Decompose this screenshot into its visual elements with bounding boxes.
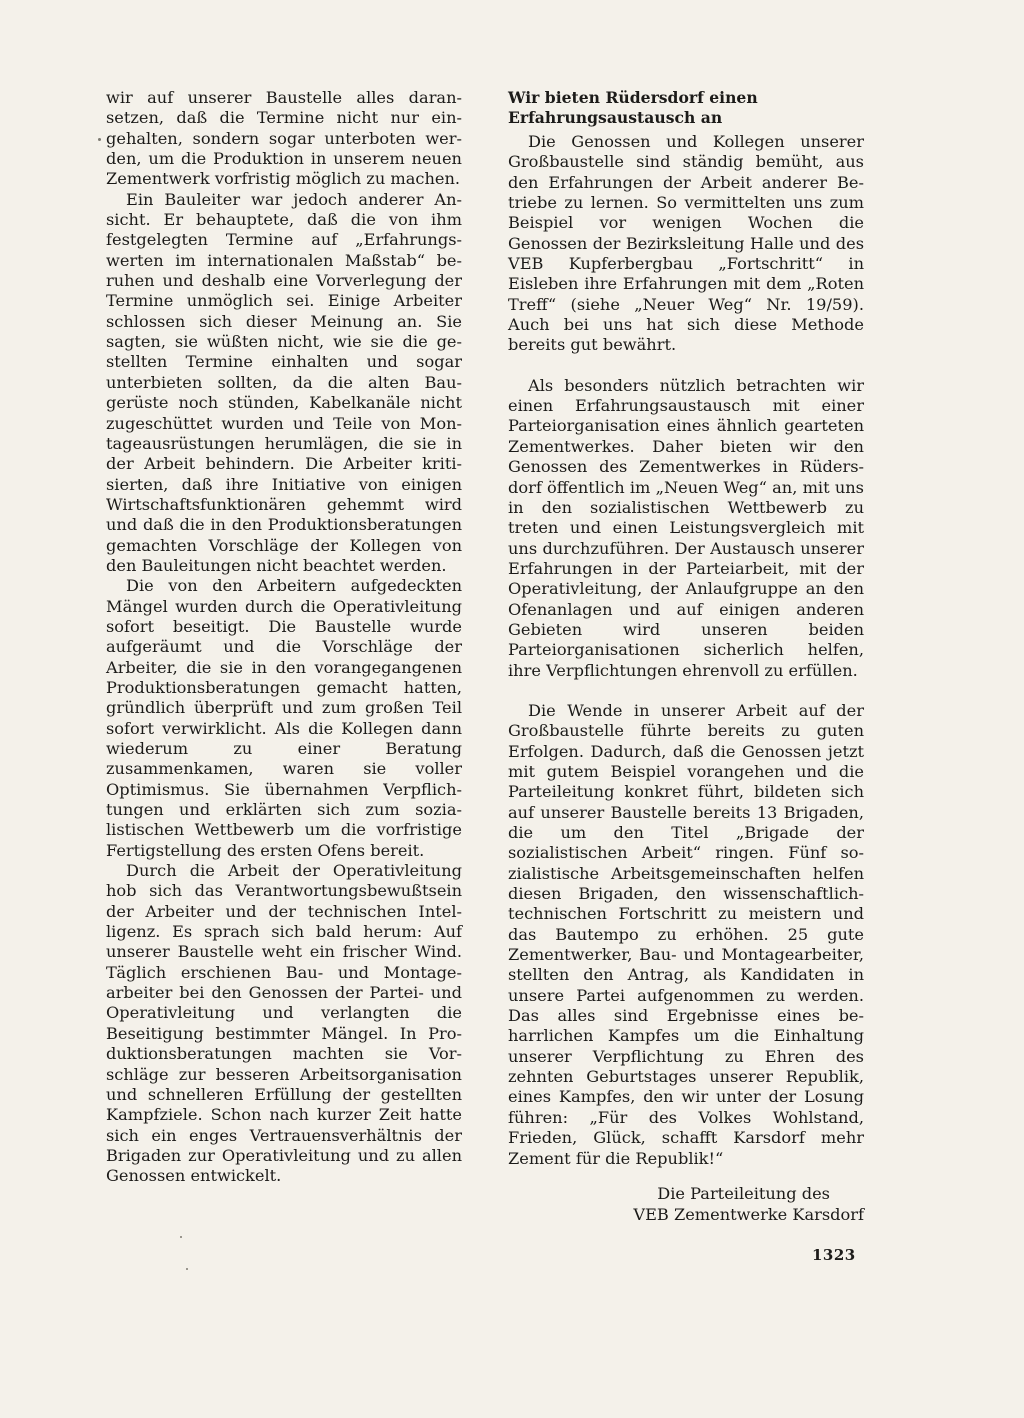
paragraph-right-2: Als besonders nützlich betrachten wir einen Erfahrungsaustausch mit einer Parteiorganisation eines ähnlich gearteten Zementwerkes. Daher bieten wir den Genossen des Zementwerkes in Rüdersdorf öffentlich im „Neuen Weg“ an, mit uns in den sozialistischen Wettbewerb zu treten und einen Leistungsvergleich mit uns durchzuführen. Der Austausch unserer Erfahrungen in der Parteiarbeit, mit der Operativleitung, der Anlaufgruppe an den Ofenanlagen und auf einigen anderen Gebieten wird unseren beiden Parteiorganisationen sicherlich helfen, ihre Verpflichtungen ehrenvoll zu erfüllen.: [508, 375, 864, 680]
signature-line-2: VEB Zementwerke Karsdorf: [633, 1204, 864, 1224]
page-number: 1323: [812, 1246, 856, 1264]
signature-line-1: Die Parteileitung des: [657, 1183, 830, 1203]
print-speck: [180, 1236, 182, 1238]
paragraph-right-3: Die Wende in unserer Arbeit auf der Großbaustelle führte bereits zu guten Erfolgen. Dadurch, daß die Genossen jetzt mit gutem Beispiel vorangehen und die Parteileitung konkret führt, bildeten sich auf unserer Baustelle bereits 13 Brigaden, die um den Titel „Brigade der sozialistischen Arbeit“ ringen. Fünf sozialistische Arbeitsgemeinschaften helfen diesen Brigaden, den wissenschaftlich-technischen Fortschritt zu meistern und das Bautempo zu erhöhen. 25 gute Zementwerker, Bau- und Montagearbeiter, stellten den Antrag, als Kandidaten in unsere Partei aufgenommen zu werden. Das alles sind Ergebnisse eines beharrlichen Kampfes um die Einhaltung unserer Verpflichtung zu Ehren des zehnten Geburtstages unserer Republik, eines Kampfes, den wir unter der Losung führen: „Für des Volkes Wohlstand, Frieden, Glück, schafft Karsdorf mehr Zement für die Republik!“: [508, 700, 864, 1168]
paragraph-left-3: Die von den Arbeitern aufgedeckten Mängel wurden durch die Operativleitung sofort beseitigt. Die Baustelle wurde aufgeräumt und die Vorschläge der Arbeiter, die sie in den vorangegangenen Produktionsberatungen gemacht hatten, gründlich überprüft und zum großen Teil sofort verwirklicht. Als die Kollegen dann wiederum zu einer Beratung zusammenkamen, waren sie voller Optimismus. Sie übernahmen Verpflichtungen und erklärten sich zum sozialistischen Wettbewerb um die vorfristige Fertigstellung des ersten Ofens bereit.: [106, 576, 462, 860]
paragraph-left-1: wir auf unserer Baustelle alles daransetzen, daß die Termine nicht nur eingehalten, sondern sogar unterboten werden, um die Produktion in unserem neuen Zementwerk vorfristig möglich zu machen.: [106, 88, 462, 189]
section-heading: Wir bieten Rüdersdorf einen Erfahrungsaustausch an: [508, 88, 758, 127]
left-column: [106, 88, 462, 1187]
print-speck: [98, 138, 101, 141]
paragraph-left-2: Ein Bauleiter war jedoch anderer Ansicht. Er behauptete, daß die von ihm festgelegten Termine auf „Erfahrungswerten im internationalen Maßstab“ beruhen und deshalb eine Vorverlegung der Termine unmöglich sei. Einige Arbeiter schlossen sich dieser Meinung an. Sie sagten, sie wüßten nicht, wie sie die gestellten Termine einhalten und sogar unterbieten sollten, da die alten Baugerüste noch stünden, Kabelkanäle nicht zugeschüttet wurden und Teile von Montageausrüstungen herumlägen, die sie in der Arbeit behindern. Die Arbeiter kritisierten, daß ihre Initiative von einigen Wirtschaftsfunktionären gehemmt wird und daß die in den Produktionsberatungen gemachten Vorschläge der Kollegen von den Bauleitungen nicht beachtet werden.: [106, 189, 462, 575]
paragraph-right-1: Die Genossen und Kollegen unserer Großbaustelle sind ständig bemüht, aus den Erfahrungen der Arbeit anderer Betriebe zu lernen. So vermittelten uns zum Beispiel vor wenigen Wochen die Genossen der Bezirksleitung Halle und des VEB Kupferbergbau „Fortschritt“ in Eisleben ihre Erfahrungen mit dem „Roten Treff“ (siehe „Neuer Weg“ Nr. 19/59). Auch bei uns hat sich diese Methode bereits gut bewährt.: [508, 132, 864, 355]
print-speck: [186, 1268, 188, 1270]
paragraph-left-4: Durch die Arbeit der Operativleitung hob sich das Verantwortungsbewußtsein der Arbeiter und der technischen Intelligenz. Es sprach sich bald herum: Auf unserer Baustelle weht ein frischer Wind. Täglich erschienen Bau- und Montagearbeiter bei den Genossen der Partei- und Operativleitung und verlangten die Beseitigung bestimmter Mängel. In Produktionsberatungen machten sie Vorschläge zur besseren Arbeitsorganisation und schnelleren Erfüllung der gestellten Kampfziele. Schon nach kurzer Zeit hatte sich ein enges Vertrauensverhältnis der Brigaden zur Operativleitung und zu allen Genossen entwickelt.: [106, 861, 462, 1186]
right-column: [508, 88, 864, 1225]
signature-block: [508, 1183, 864, 1225]
